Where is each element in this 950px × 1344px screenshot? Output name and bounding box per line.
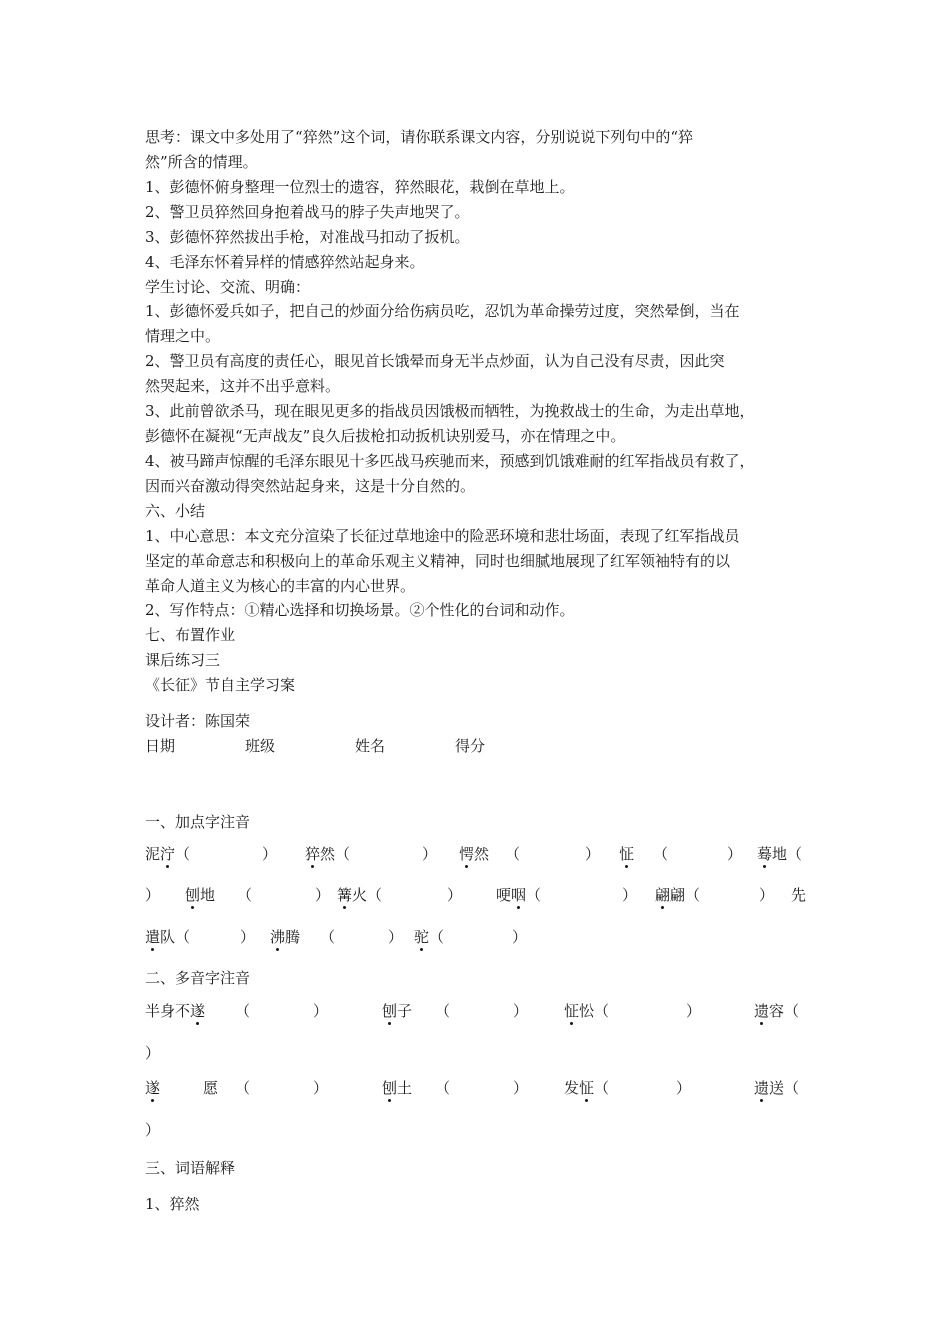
pinyin-row-2	[145, 884, 805, 906]
polyphone-word: 半身不遂	[145, 1002, 206, 1020]
polyphone-word: 发怔（	[564, 1079, 610, 1097]
blank-close: ）	[585, 845, 601, 863]
blank-close: ）	[512, 928, 528, 946]
blank-close: ）	[240, 928, 256, 946]
pinyin-word: 泥泞（	[145, 845, 191, 863]
discuss-line: 3、此前曾欲杀马，现在眼见更多的指战员因饿极而牺牲，为挽救战士的生命，为走出草地，	[145, 402, 755, 420]
section1-heading: 一、加点字注音	[145, 813, 251, 831]
polyphone-word: 遗送（	[754, 1079, 800, 1097]
pinyin-word: 翩翩（	[655, 886, 701, 904]
polyphone-word: 遗容（	[754, 1002, 800, 1020]
section3-heading: 三、词语解释	[145, 1159, 236, 1177]
blank-close: ）	[313, 1079, 329, 1097]
discuss-line: 因而兴奋激动得突然站起身来，这是十分自然的。	[145, 477, 476, 495]
pinyin-word: 蓦地（	[757, 845, 803, 863]
pinyin-word: 刨地	[185, 886, 216, 904]
designer-line: 设计者：陈国荣	[145, 712, 251, 730]
discuss-heading: 学生讨论、交流、明确：	[145, 278, 311, 296]
blank-open: （	[505, 845, 521, 863]
plan-title: 《长征》节自主学习案	[145, 676, 296, 694]
polyphone-word: 遂	[145, 1079, 161, 1097]
blank-open: （	[235, 1079, 251, 1097]
pinyin-word: 怔	[619, 845, 635, 863]
polyphone-row-2	[145, 1077, 805, 1099]
name-label: 姓名	[355, 737, 386, 755]
pinyin-row-1	[145, 843, 805, 865]
blank-close: ）	[388, 928, 404, 946]
blank-open: （	[237, 886, 253, 904]
summary-line: 革命人道主义为核心的丰富的内心世界。	[145, 577, 416, 595]
blank-close: ）	[513, 1002, 529, 1020]
think-item: 2、警卫员猝然回身抱着战马的脖子失声地哭了。	[145, 203, 470, 221]
blank-close: ）	[727, 845, 743, 863]
blank-close: ）	[145, 1044, 161, 1062]
pinyin-word: 哽咽（	[496, 886, 542, 904]
summary-line: 1、中心意思：本文充分渲染了长征过草地途中的险恶环境和悲壮场面，表现了红军指战员	[145, 527, 740, 545]
score-label: 得分	[455, 737, 486, 755]
blank-close: ）	[513, 1079, 529, 1097]
section2-heading: 二、多音字注音	[145, 969, 251, 987]
think-prompt-line2: 然”所含的情理。	[145, 153, 258, 171]
blank-close: ）	[313, 1002, 329, 1020]
blank-close: ）	[422, 845, 438, 863]
blank-close: ）	[262, 845, 278, 863]
date-label: 日期	[145, 737, 176, 755]
class-label: 班级	[245, 737, 276, 755]
polyphone-row-1	[145, 1000, 805, 1022]
info-fields-row	[145, 735, 805, 757]
discuss-line: 情理之中。	[145, 327, 221, 345]
discuss-line: 彭德怀在凝视“无声战友”良久后拔枪扣动扳机诀别爱马，亦在情理之中。	[145, 427, 626, 445]
summary-line: 2、写作特点：①精心选择和切换场景。②个性化的台词和动作。	[145, 601, 575, 619]
blank-open: （	[320, 928, 336, 946]
pinyin-word: 遣队（	[145, 928, 191, 946]
summary-heading: 六、小结	[145, 502, 206, 520]
blank-close: ）	[315, 886, 331, 904]
polyphone-word: 刨土	[382, 1079, 413, 1097]
pinyin-row-3	[145, 926, 805, 948]
blank-close: ）	[145, 1121, 161, 1139]
blank-close: ）	[676, 1079, 692, 1097]
discuss-line: 4、被马蹄声惊醒的毛泽东眼见十多匹战马疾驰而来，预感到饥饿难耐的红军指战员有救了，	[145, 452, 755, 470]
think-item: 1、彭德怀俯身整理一位烈士的遗容，猝然眼花，栽倒在草地上。	[145, 178, 575, 196]
polyphone-word: 怔忪（	[564, 1002, 610, 1020]
vocab-item: 1、猝然	[145, 1195, 200, 1213]
pinyin-word: 驼（	[414, 928, 445, 946]
discuss-line: 1、彭德怀爱兵如子，把自己的炒面分给伤病员吃，忍饥为革命操劳过度，突然晕倒，当在	[145, 302, 740, 320]
blank-close: ）	[759, 886, 775, 904]
polyphone-word: 刨子	[382, 1002, 413, 1020]
blank-open: （	[653, 845, 669, 863]
homework-heading: 七、布置作业	[145, 626, 236, 644]
think-prompt-line1: 思考：课文中多处用了“猝然”这个词，请你联系课文内容，分别说说下列句中的“猝	[145, 128, 694, 146]
blank-open: （	[435, 1079, 451, 1097]
blank-close: ）	[622, 886, 638, 904]
blank-close: ）	[447, 886, 463, 904]
pinyin-word: 先	[791, 886, 807, 904]
summary-line: 坚定的革命意志和积极向上的革命乐观主义精神，同时也细腻地展现了红军领袖特有的以	[145, 552, 731, 570]
polyphone-word: 愿	[203, 1079, 219, 1097]
blank-close: ）	[145, 886, 161, 904]
pinyin-word: 愕然	[459, 845, 490, 863]
blank-open: （	[435, 1002, 451, 1020]
think-item: 3、彭德怀猝然拔出手枪，对准战马扣动了扳机。	[145, 228, 470, 246]
pinyin-word: 猝然（	[305, 845, 351, 863]
discuss-line: 2、警卫员有高度的责任心，眼见首长饿晕而身无半点炒面，认为自己没有尽责，因此突	[145, 352, 725, 370]
discuss-line: 然哭起来，这并不出乎意料。	[145, 377, 341, 395]
pinyin-word: 沸腾	[270, 928, 301, 946]
think-item: 4、毛泽东怀着异样的情感猝然站起身来。	[145, 253, 425, 271]
pinyin-word: 篝火（	[337, 886, 383, 904]
blank-open: （	[235, 1002, 251, 1020]
homework-line: 课后练习三	[145, 651, 221, 669]
blank-close: ）	[686, 1002, 702, 1020]
